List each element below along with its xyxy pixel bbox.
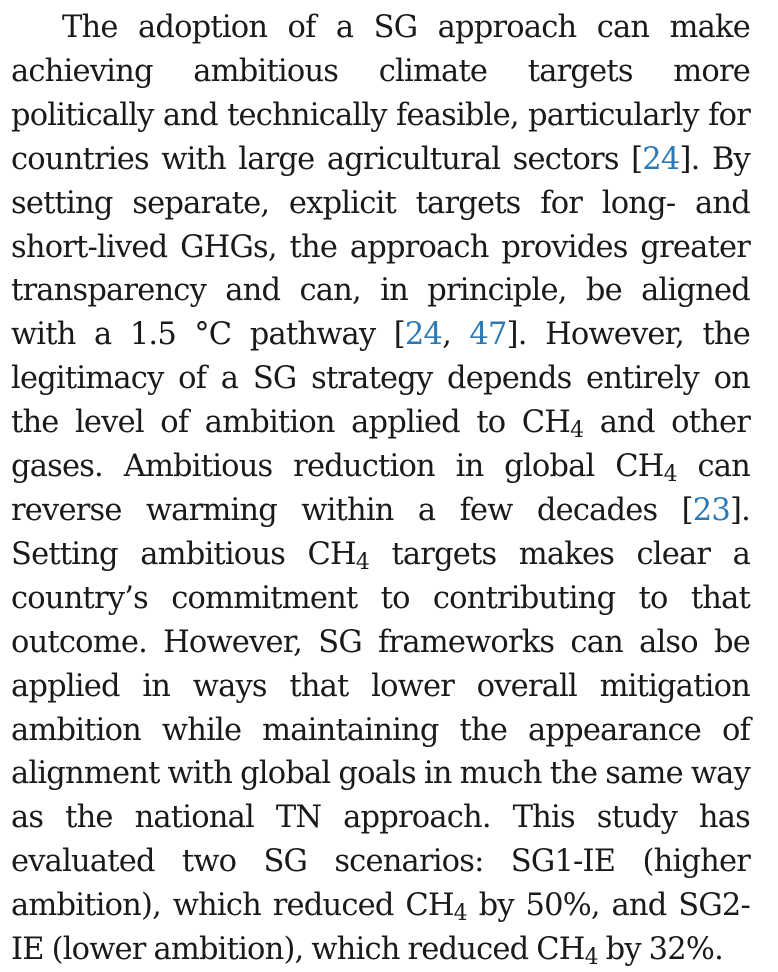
citation-bracket-close: ]	[679, 141, 691, 177]
paragraph-text-6: . Setting ambitious CH	[11, 492, 750, 572]
citation-bracket-close: ]	[729, 492, 742, 528]
paragraph-text-2: . By setting separate, explicit targets for long- and short-lived GHGs, the approach provides greater transparency and can, in principle, be aligned with a 1.5 °C pathway	[11, 141, 750, 353]
citation-bracket-open: [	[631, 141, 643, 177]
paragraph-text-8: by 50%, and SG2-IE (lower ambition), which reduced CH	[11, 888, 750, 968]
paragraph-text-9: by 32%.	[597, 932, 723, 968]
methane-subscript: 4	[570, 417, 584, 443]
paragraph-text-4: and other gases. Ambitious reduction in global CH	[11, 405, 750, 485]
citation-link-23[interactable]: 23	[692, 492, 730, 528]
citation-bracket-open: [	[681, 492, 693, 528]
paragraph-text-5: can reverse warming within a few decades	[11, 449, 750, 528]
paragraph-text-3: . However, the legitimacy of a SG strategy depends entirely on the level of ambition applied to CH	[11, 317, 750, 441]
methane-subscript: 4	[584, 944, 598, 970]
paragraph-text-7: targets makes clear a country’s commitment to contributing to that outcome. However, SG frameworks can also be applied in ways that lower overall mitigation ambition while maintaining the appearance of alignment with global goals in much the same way as the national TN approach. This study has evaluated two SG scenarios: SG1-IE (higher ambition), which reduced CH	[11, 536, 750, 924]
citation-link-24[interactable]: 24	[404, 317, 443, 353]
citation-link-47[interactable]: 47	[469, 317, 507, 353]
citation-bracket-open: [	[393, 317, 405, 353]
citation-bracket-close: ]	[506, 317, 518, 353]
methane-subscript: 4	[663, 461, 677, 487]
body-paragraph	[11, 6, 750, 972]
methane-subscript: 4	[355, 549, 370, 575]
paragraph-text-1: The adoption of a SG approach can make achieving ambitious climate targets more politically and technically feasible, particularly for countries with large agricultural sectors	[11, 10, 750, 177]
methane-subscript: 4	[453, 900, 467, 926]
citation-link-24[interactable]: 24	[642, 141, 680, 177]
citation-separator: ,	[442, 317, 470, 353]
